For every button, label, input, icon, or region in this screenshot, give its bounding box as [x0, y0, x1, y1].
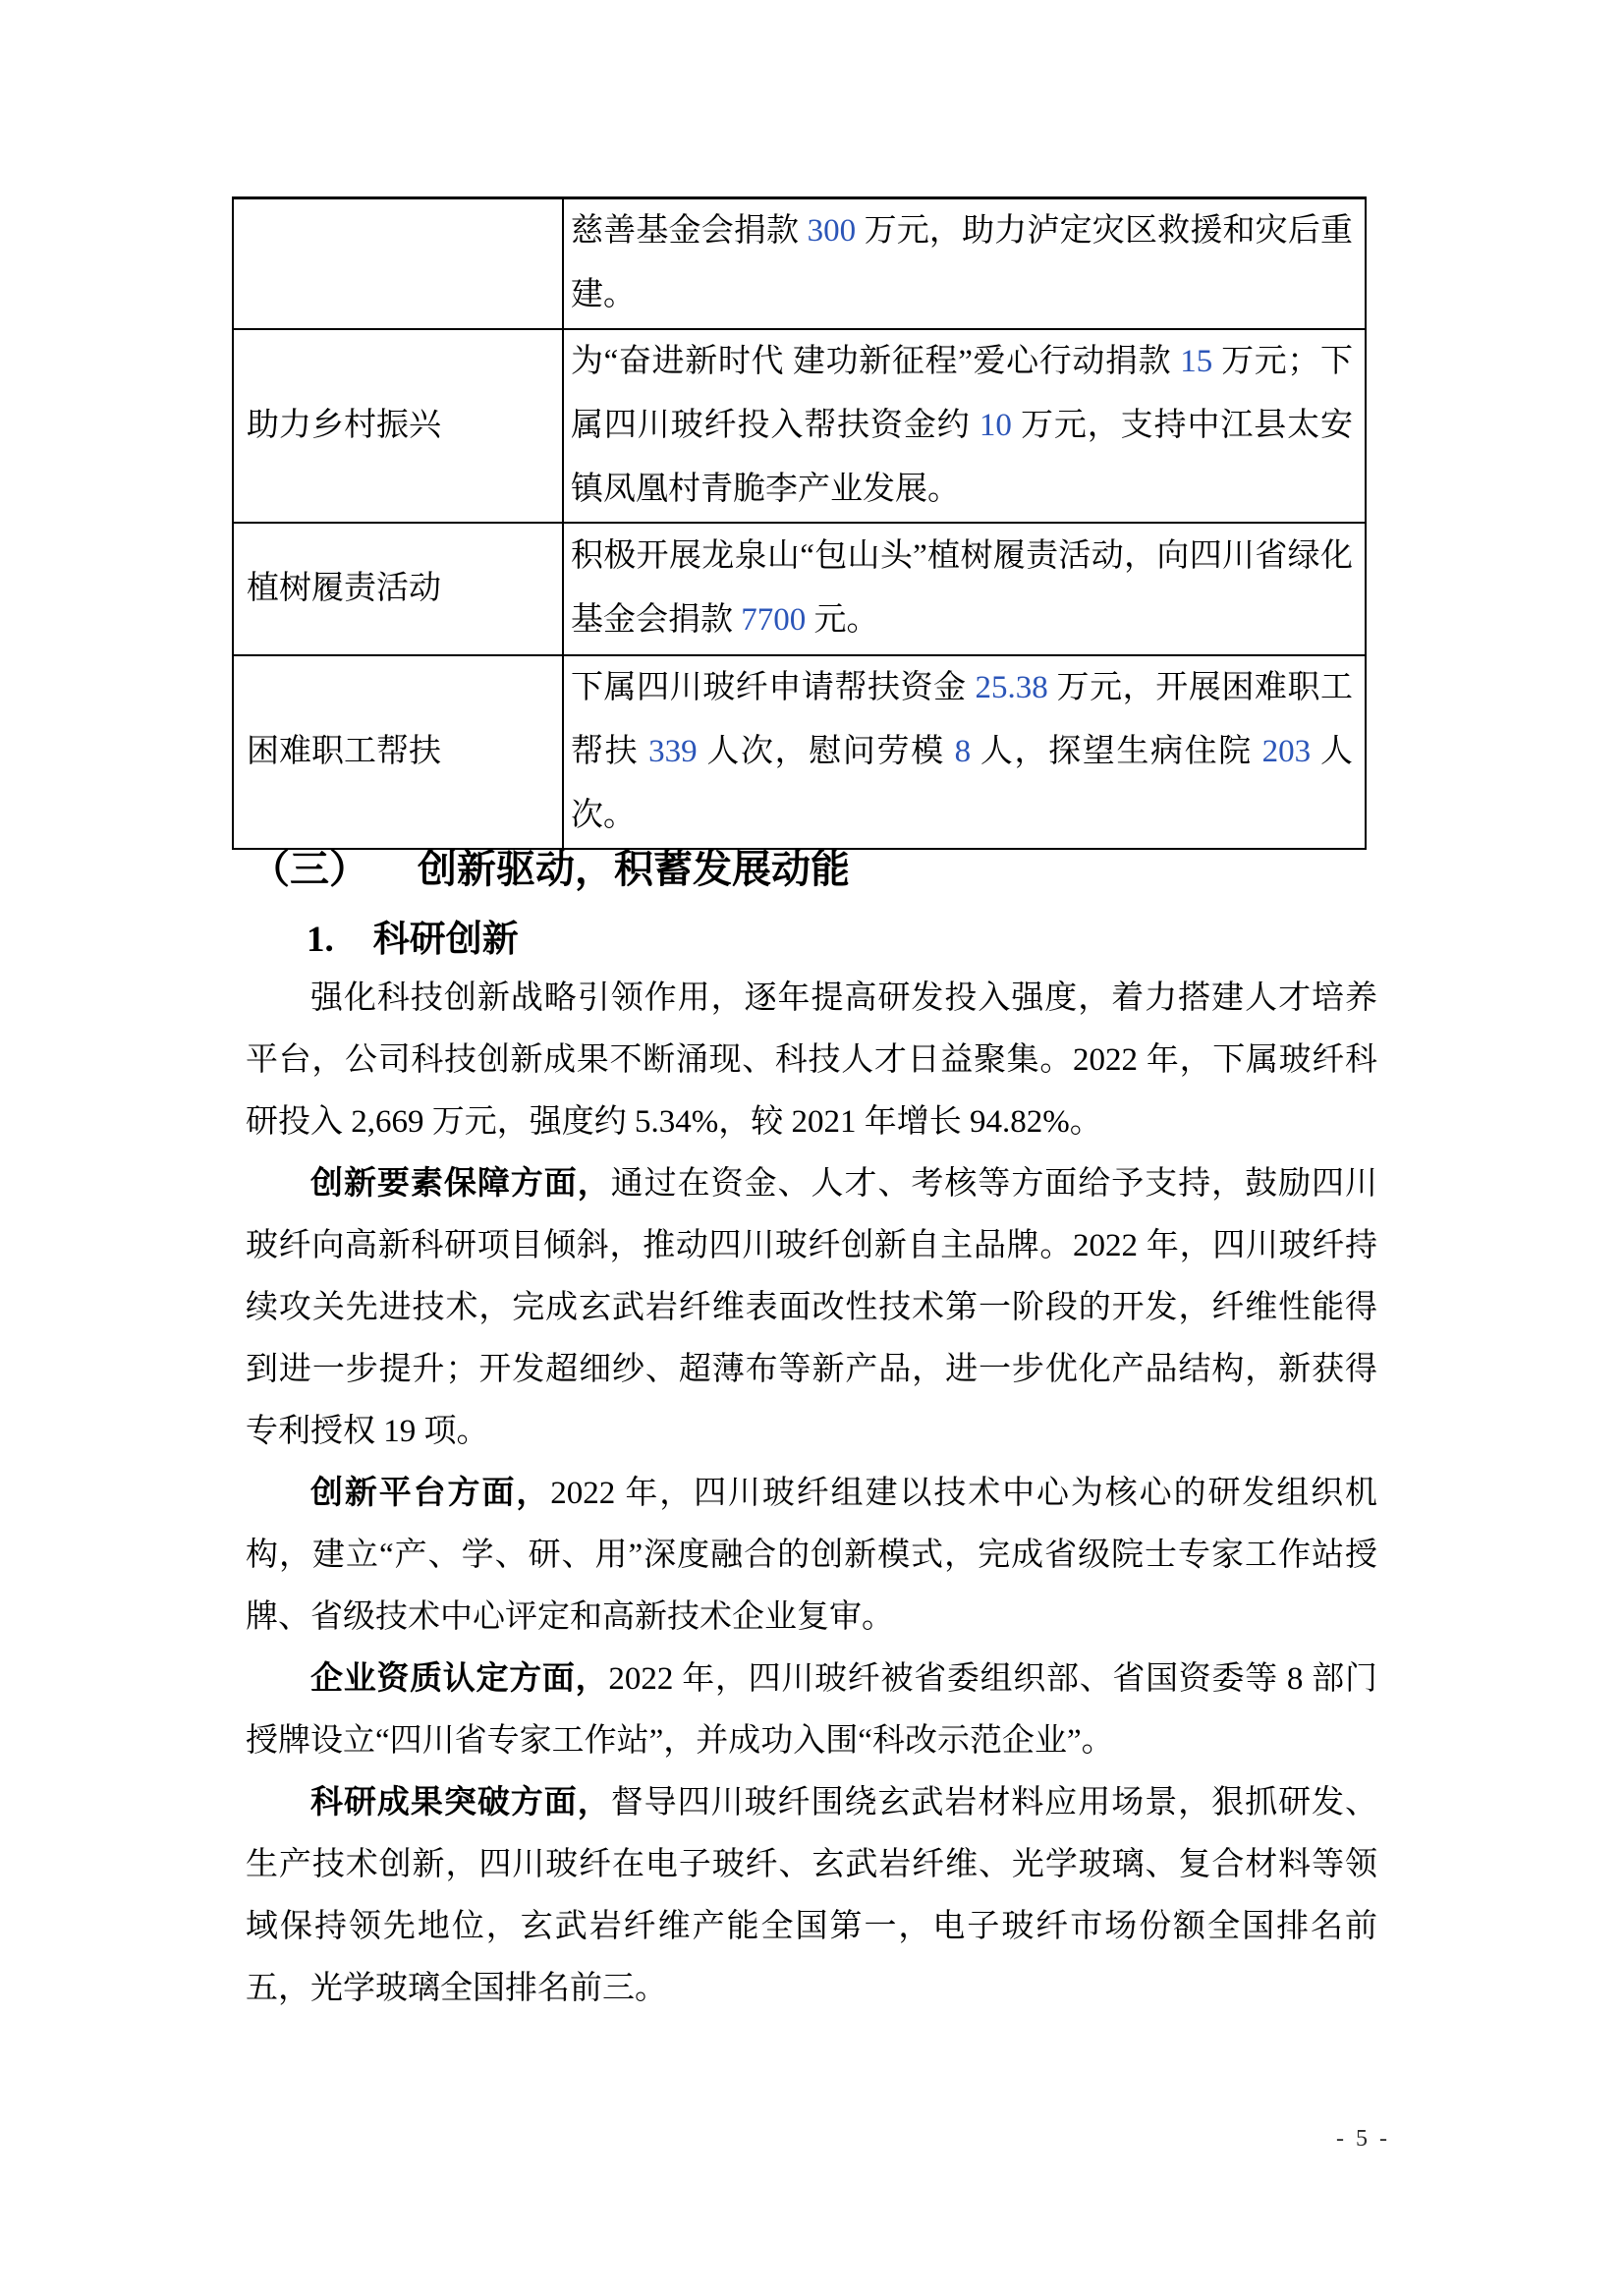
highlight-number: 7700	[741, 602, 807, 638]
paragraph-lead: 企业资质认定方面，	[310, 1661, 609, 1697]
cell-text: 积极开展龙泉山“包山头”植树履责活动，向四川省绿化基金会捐款	[571, 538, 1353, 638]
table-row	[233, 523, 1366, 655]
row-label-cell: 植树履责活动	[233, 523, 563, 655]
paragraph-lead: 创新要素保障方面，	[310, 1166, 611, 1202]
section-heading-numbering: （三）	[251, 847, 368, 891]
body-paragraphs	[246, 968, 1377, 2020]
highlight-number: 10	[979, 407, 1012, 443]
table-row	[233, 655, 1366, 849]
section-heading	[251, 846, 850, 893]
paragraph	[246, 968, 1377, 1153]
highlight-number: 339	[648, 733, 698, 769]
cell-text: 为“奋进新时代 建功新征程”爱心行动捐款	[571, 343, 1181, 379]
table-row	[233, 329, 1366, 523]
row-content-cell	[563, 523, 1366, 655]
row-label-cell: 助力乡村振兴	[233, 329, 563, 523]
highlight-number: 203	[1261, 733, 1312, 769]
row-label-cell	[233, 198, 563, 329]
row-content-cell	[563, 198, 1366, 329]
subsection-heading-numbering: 1.	[307, 920, 334, 960]
subsection-heading-title: 科研创新	[372, 920, 519, 960]
page-number: - 5 -	[1336, 2126, 1390, 2152]
paragraph-lead: 科研成果突破方面，	[310, 1785, 611, 1820]
cell-text: 万元，开展困难职工帮扶	[571, 669, 1354, 769]
highlight-number: 25.38	[975, 669, 1048, 705]
highlight-number: 300	[807, 213, 857, 250]
paragraph	[246, 1153, 1377, 1463]
highlight-number: 15	[1180, 343, 1213, 379]
row-content-cell	[563, 655, 1366, 849]
cell-text: 万元，助力泸定灾区救援和灾后重建。	[571, 213, 1354, 313]
paragraph-lead: 创新平台方面，	[310, 1476, 551, 1511]
cell-text: 人次，慰问劳模	[697, 733, 955, 769]
cell-text: 慈善基金会捐款	[571, 213, 808, 250]
cell-text: 元。	[806, 602, 879, 638]
paragraph-text: 2022 年，四川玻纤组建以技术中心为核心的研发组织机构，建立“产、学、研、用”深度融合的创新模式，完成省级院士专家工作站授牌、省级技术中心评定和高新技术企业复审。	[246, 1476, 1378, 1635]
table-row	[233, 198, 1366, 329]
responsibility-table-body	[233, 198, 1366, 849]
paragraph-text: 通过在资金、人才、考核等方面给予支持，鼓励四川玻纤向高新科研项目倾斜，推动四川玻纤创新自主品牌。2022 年，四川玻纤持续攻关先进技术，完成玄武岩纤维表面改性技术第一阶段的开发，纤维性能得到进一步提升；开发超细纱、超薄布等新产品，进一步优化产品结构，新获得专利授权 19 项。	[246, 1166, 1378, 1449]
paragraph	[246, 1463, 1377, 1649]
section-heading-title: 创新驱动，积蓄发展动能	[418, 847, 850, 891]
subsection-heading	[307, 918, 519, 963]
cell-text: 万元，支持中江县太安镇凤凰村青脆李产业发展。	[571, 407, 1354, 507]
highlight-number: 8	[954, 733, 972, 769]
cell-text: 人，探望生病住院	[971, 733, 1262, 769]
paragraph-text: 督导四川玻纤围绕玄武岩材料应用场景，狠抓研发、生产技术创新，四川玻纤在电子玻纤、玄武岩纤维、光学玻璃、复合材料等领域保持领先地位，玄武岩纤维产能全国第一，电子玻纤市场份额全国排名前五，光学玻璃全国排名前三。	[246, 1785, 1378, 2006]
responsibility-table	[232, 196, 1367, 850]
paragraph-text: 强化科技创新战略引领作用，逐年提高研发投入强度，着力搭建人才培养平台，公司科技创新成果不断涌现、科技人才日益聚集。2022 年，下属玻纤科研投入 2,669 万元，强度约 5.34%，较 2021 年增长 94.82%。	[246, 980, 1377, 1140]
paragraph-text: 2022 年，四川玻纤被省委组织部、省国资委等 8 部门授牌设立“四川省专家工作站”，并成功入围“科改示范企业”。	[246, 1661, 1378, 1759]
cell-text: 万元；下属四川玻纤投入帮扶资金约	[571, 343, 1354, 443]
paragraph	[246, 1649, 1377, 1772]
cell-text: 人次。	[571, 733, 1354, 833]
cell-text: 下属四川玻纤申请帮扶资金	[571, 669, 976, 705]
row-label-cell: 困难职工帮扶	[233, 655, 563, 849]
row-content-cell	[563, 329, 1366, 523]
paragraph	[246, 1772, 1377, 2020]
